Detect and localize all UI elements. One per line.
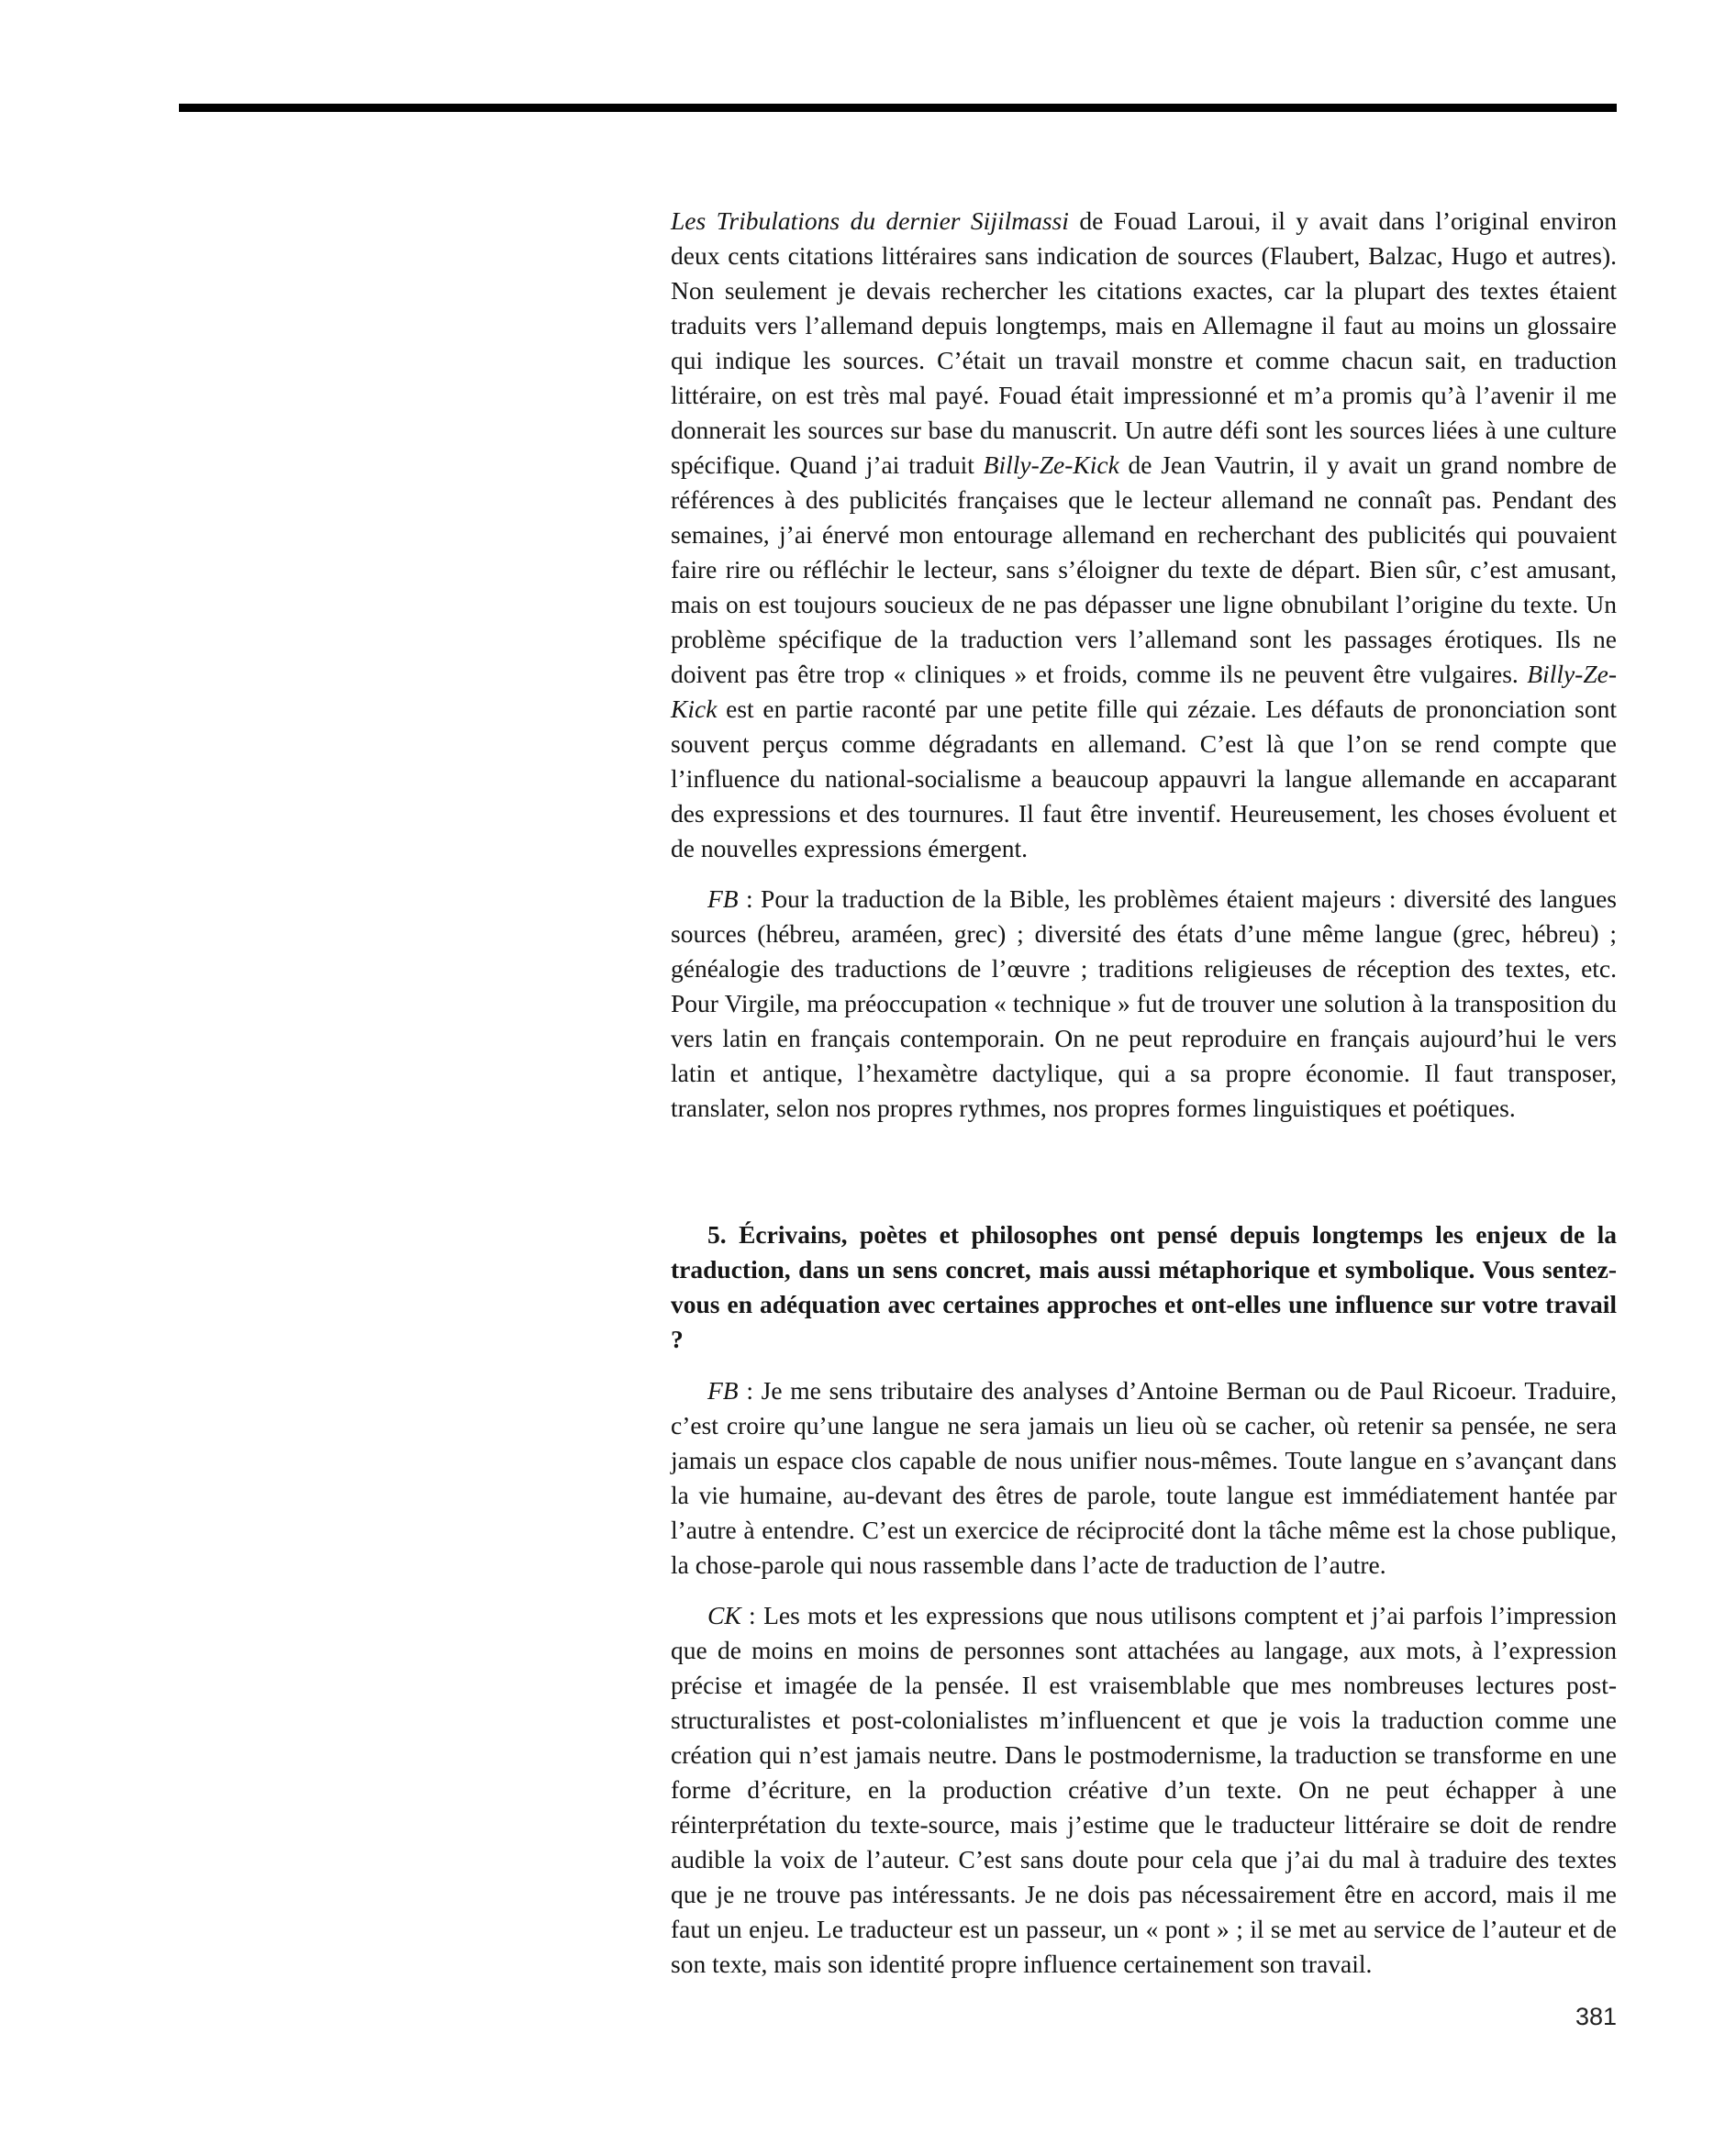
text-run: : Je me sens tributaire des analyses d’Antoine Berman ou de Paul Ricoeur. Traduire, c’est croire qu’une langue ne sera jamais un lieu où se cacher, où retenir sa pensée, ne sera jamais un espace clos capable de nous unifier nous-mêmes. Toute langue en s’avançant dans la vie humaine, au-devant des êtres de parole, toute langue est immédiatement hantée par l’autre à entendre. C’est un exercice de réciprocité dont la tâche même est la chose publique, la chose-parole qui nous rassemble dans l’acte de traduction de l’autre. <box>671 1376 1617 1579</box>
text-run: de Jean Vautrin, il y avait un grand nombre de références à des publicités françaises que le lecteur allemand ne connaît pas. Pendant des semaines, j’ai énervé mon entourage allemand en recherchant des publicités qui pouvaient faire rire ou réfléchir le lecteur, sans s’éloigner du texte de départ. Bien sûr, c’est amusant, mais on est toujours soucieux de ne pas dépasser une ligne obnubilant l’origine du texte. Un problème spécifique de la traduction vers l’allemand sont les passages érotiques. Ils ne doivent pas être trop « cliniques » et froids, comme ils ne peuvent être vulgaires. <box>671 450 1617 688</box>
top-rule <box>179 104 1617 112</box>
text-run: : Les mots et les expressions que nous utilisons comptent et j’ai parfois l’impression que de moins en moins de personnes sont attachées au langage, aux mots, à l’expression précise et imagée de la pensée. Il est vraisemblable que mes nombreuses lectures post-structuralistes et post-colonialistes m’influencent et que je vois la traduction comme une création qui n’est jamais neutre. Dans le postmodernisme, la traduction se transforme en une forme d’écriture, en la production créative d’un texte. On ne peut échapper à une réinterprétation du texte-source, mais j’estime que le traducteur littéraire se doit de rendre audible la voix de l’auteur. C’est sans doute pour cela que j’ai du mal à traduire des textes que je ne trouve pas intéressants. Je ne dois pas nécessairement être en accord, mais il me faut un enjeu. Le traducteur est un passeur, un « pont » ; il se met au service de l’auteur et de son texte, mais son identité propre influence certainement son travail. <box>671 1601 1617 1978</box>
text-run: : Pour la traduction de la Bible, les problèmes étaient majeurs : diversité des langues sources (hébreu, araméen, grec) ; diversité des états d’une même langue (grec, hébreu) ; généalogie des traductions de l’œuvre ; traditions religieuses de réception des textes, etc. Pour Virgile, ma préoccupation « technique » fut de trouver une solution à la transposition du vers latin en français contemporain. On ne peut reproduire en français aujourd’hui le vers latin et antique, l’hexamètre dactylique, qui a sa propre économie. Il faut transposer, translater, selon nos propres rythmes, nos propres formes linguistiques et poétiques. <box>671 884 1617 1122</box>
paragraph <box>671 882 1617 1126</box>
italic-text-run: CK <box>707 1601 741 1629</box>
text-run: de Fouad Laroui, il y avait dans l’original environ deux cents citations littéraires sans indication de sources (Flaubert, Balzac, Hugo et autres). Non seulement je devais rechercher les citations exactes, car la plupart des textes étaient traduits vers l’allemand depuis longtemps, mais en Allemagne il faut au moins un glossaire qui indique les sources. C’était un travail monstre et comme chacun sait, en traduction littéraire, on est très mal payé. Fouad était impressionné et m’a promis qu’à l’avenir il me donnerait les sources sur base du manuscrit. Un autre défi sont les sources liées à une culture spécifique. Quand j’ai traduit <box>671 206 1617 479</box>
italic-text-run: FB <box>707 1376 739 1405</box>
text-run: 5. Écrivains, poètes et philosophes ont pensé depuis longtemps les enjeux de la traduction, dans un sens concret, mais aussi métaphorique et symbolique. Vous sentez-vous en adéquation avec certaines approches et ont-elles une influence sur votre travail ? <box>671 1220 1617 1353</box>
italic-text-run: Les Tribulations du dernier Sijilmassi <box>671 206 1069 235</box>
text-column <box>671 204 1617 1997</box>
italic-text-run: Billy-Ze-Kick <box>983 450 1119 479</box>
paragraph <box>671 204 1617 866</box>
question-heading <box>671 1217 1617 1357</box>
page-number: 381 <box>1575 2003 1617 2030</box>
italic-text-run: Billy-Ze-Kick <box>671 660 1617 723</box>
italic-text-run: FB <box>707 884 739 913</box>
paragraph <box>671 1373 1617 1583</box>
paragraph <box>671 1598 1617 1982</box>
text-run: est en partie raconté par une petite fille qui zézaie. Les défauts de prononciation sont souvent perçus comme dégradants en allemand. C’est là que l’on se rend compte que l’influence du national-socialisme a beaucoup appauvri la langue allemande en accaparant des expressions et des tournures. Il faut être inventif. Heureusement, les choses évoluent et de nouvelles expressions émergent. <box>671 695 1617 862</box>
